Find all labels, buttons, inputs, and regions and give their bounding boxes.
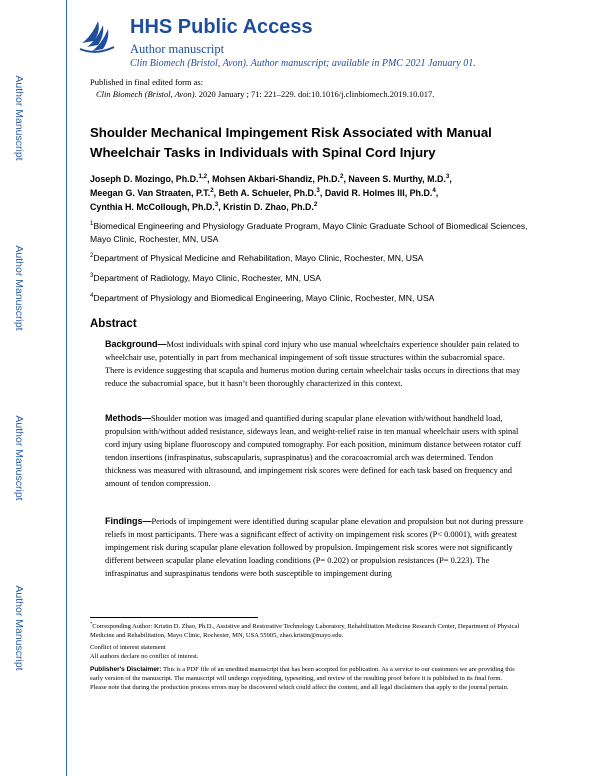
sidebar-label: Author Manuscript — [13, 585, 25, 671]
conflict-statement: All authors declare no conflict of interest. — [90, 653, 199, 660]
author-affiliation-mark: 2 — [210, 187, 214, 195]
affiliation — [90, 292, 530, 305]
author-separator: , — [218, 202, 224, 212]
published-in-label: Published in final edited form as: — [90, 77, 204, 87]
author-affiliation-mark: 2 — [339, 173, 344, 181]
corresponding-author-text: Corresponding Author: Kristin D. Zhao, Ph.D., Assistive and Restorative Technology Laboratory, Rehabilitation Medicine Research Center, Department of Physical Medicine and Rehabilitation, Mayo Clinic, Rochester, MN, USA 55905, zhao.kristin@mayo.edu. — [90, 623, 520, 639]
sidebar-label: Author Manuscript — [13, 415, 25, 501]
affiliation-text: Biomedical Engineering and Physiology Graduate Program, Mayo Clinic Graduate School of Biomedical Sciences, Mayo Clinic, Rochester, MN, USA — [90, 221, 528, 244]
conflict-heading: Conflict of interest statement — [90, 644, 166, 651]
author-separator: , — [343, 174, 349, 184]
citation — [96, 89, 434, 99]
author-name: Kristin D. Zhao, Ph.D. — [223, 202, 314, 212]
availability-text: Author manuscript; available in PMC 2021 January 01. — [248, 58, 476, 69]
affiliation-number: 2 — [90, 253, 94, 260]
sidebar-label: Author Manuscript — [13, 245, 25, 331]
author-affiliation-mark: 2 — [313, 201, 318, 209]
author-affiliation-mark: 1,2 — [198, 173, 208, 181]
sidebar-label: Author Manuscript — [13, 75, 25, 161]
abstract-methods — [105, 412, 525, 491]
author-affiliation-mark: 4 — [432, 187, 436, 195]
section-label: Background— — [105, 339, 167, 349]
affiliation-number: 1 — [90, 221, 94, 228]
citation-details: 2020 January ; 71: 221–229. doi:10.1016/j.clinbiomech.2019.10.017. — [196, 89, 435, 99]
title-line: Wheelchair Tasks in Individuals with Spinal Cord Injury — [90, 145, 436, 160]
author-separator: , — [207, 174, 213, 184]
affiliation — [90, 220, 530, 246]
affiliation — [90, 272, 530, 285]
author-separator: , — [319, 188, 325, 198]
author-name: David R. Holmes III, Ph.D. — [324, 188, 433, 198]
citation-journal: Clin Biomech (Bristol, Avon). — [96, 89, 197, 99]
author-manuscript-label: Author manuscript — [130, 42, 225, 56]
sidebar-divider — [66, 0, 67, 776]
footnote-mark: * — [90, 620, 93, 626]
section-text: Periods of impingement were identified during scapular plane elevation and propulsion but not during pressure reliefs in most participants. There was a significant effect of activity on impingement risk scores (P< 0.0001), with greatest impingement risk during scapular plane elevation followed by propulsion. Impingement risk scores were not significantly different between scapular plane elevation loading conditions (P= 0.202) or propulsion resistances (P= 0.223). The infraspinatus and supraspinatus tendons were both susceptible to impingement during — [105, 517, 524, 579]
author-list — [90, 172, 530, 214]
author-name: Mohsen Akbari-Shandiz, Ph.D. — [212, 174, 340, 184]
availability-line — [130, 58, 476, 69]
disclaimer-text: This is a PDF file of an unedited manuscript that has been accepted for publication. As a service to our customers we are providing this early version of the manuscript. The manuscript will undergo copyediting, typesetting, and review of the resulting proof before it is published in its final form. Please note that during the production process errors may be discovered which could affect the content, and all legal disclaimers that apply to the journal pertain. — [90, 666, 515, 691]
author-separator: , — [213, 188, 219, 198]
abstract-findings — [105, 515, 525, 580]
affiliation-text: Department of Physiology and Biomedical Engineering, Mayo Clinic, Rochester, MN, USA — [93, 293, 435, 303]
affiliation-text: Department of Physical Medicine and Rehabilitation, Mayo Clinic, Rochester, MN, USA — [93, 253, 424, 263]
publisher-disclaimer — [90, 665, 520, 692]
access-banner-title: HHS Public Access — [130, 16, 313, 38]
abstract-heading: Abstract — [90, 318, 137, 330]
affiliation-number: 3 — [90, 273, 94, 280]
title-line: Shoulder Mechanical Impingement Risk Associated with Manual — [90, 125, 492, 140]
author-name: Joseph D. Mozingo, Ph.D. — [90, 174, 199, 184]
disclaimer-label: Publisher's Disclaimer: — [90, 666, 162, 673]
author-name: Cynthia H. McCollough, Ph.D. — [90, 202, 215, 212]
affiliation — [90, 252, 530, 265]
section-label: Methods— — [105, 413, 151, 423]
affiliation-number: 4 — [90, 293, 94, 300]
author-separator: , — [449, 174, 452, 184]
author-affiliation-mark: 3 — [316, 187, 320, 195]
footnote-divider — [90, 617, 258, 618]
paper-title — [90, 123, 530, 163]
author-name: Meegan G. Van Straaten, P.T. — [90, 188, 211, 198]
hhs-eagle-logo-icon — [78, 13, 118, 57]
journal-name: Clin Biomech (Bristol, Avon). — [130, 58, 249, 69]
section-text: Most individuals with spinal cord injury who use manual wheelchairs experience shoulder pain related to wheelchair use, potentially in part from mechanical impingement of soft tissue structures within the subacromial space. There is evidence suggesting that scapula and humerus motion during certain wheelchair tasks occurs in directions that may reduce the subacromial space, but it hasn’t been thoroughly characterized in this context. — [105, 340, 521, 389]
author-name: Naveen S. Murthy, M.D. — [348, 174, 446, 184]
section-label: Findings— — [105, 516, 152, 526]
abstract-background — [105, 338, 525, 390]
corresponding-author-note — [90, 622, 520, 640]
affiliation-text: Department of Radiology, Mayo Clinic, Rochester, MN, USA — [93, 273, 322, 283]
author-affiliation-mark: 3 — [445, 173, 450, 181]
author-affiliation-mark: 3 — [214, 201, 219, 209]
section-text: Shoulder motion was imaged and quantified during scapular plane elevation with/without handheld load, propulsion with/without added resistance, sideways lean, and weight-relief raise in ten manual wheelchair users with spinal cord injury using biplane fluoroscopy and computed tomography. For each position, minimum distance between rotator cuff tendon insertions (infraspinatus, subscapularis, supraspinatus) and the coracoacromial arch was determined. Tendon thickness was measured with ultrasound, and impingement risk scores were defined for each task based on frequency and amount of tendon compression. — [105, 414, 521, 489]
author-name: Beth A. Schueler, Ph.D. — [218, 188, 317, 198]
author-separator: , — [435, 188, 439, 198]
